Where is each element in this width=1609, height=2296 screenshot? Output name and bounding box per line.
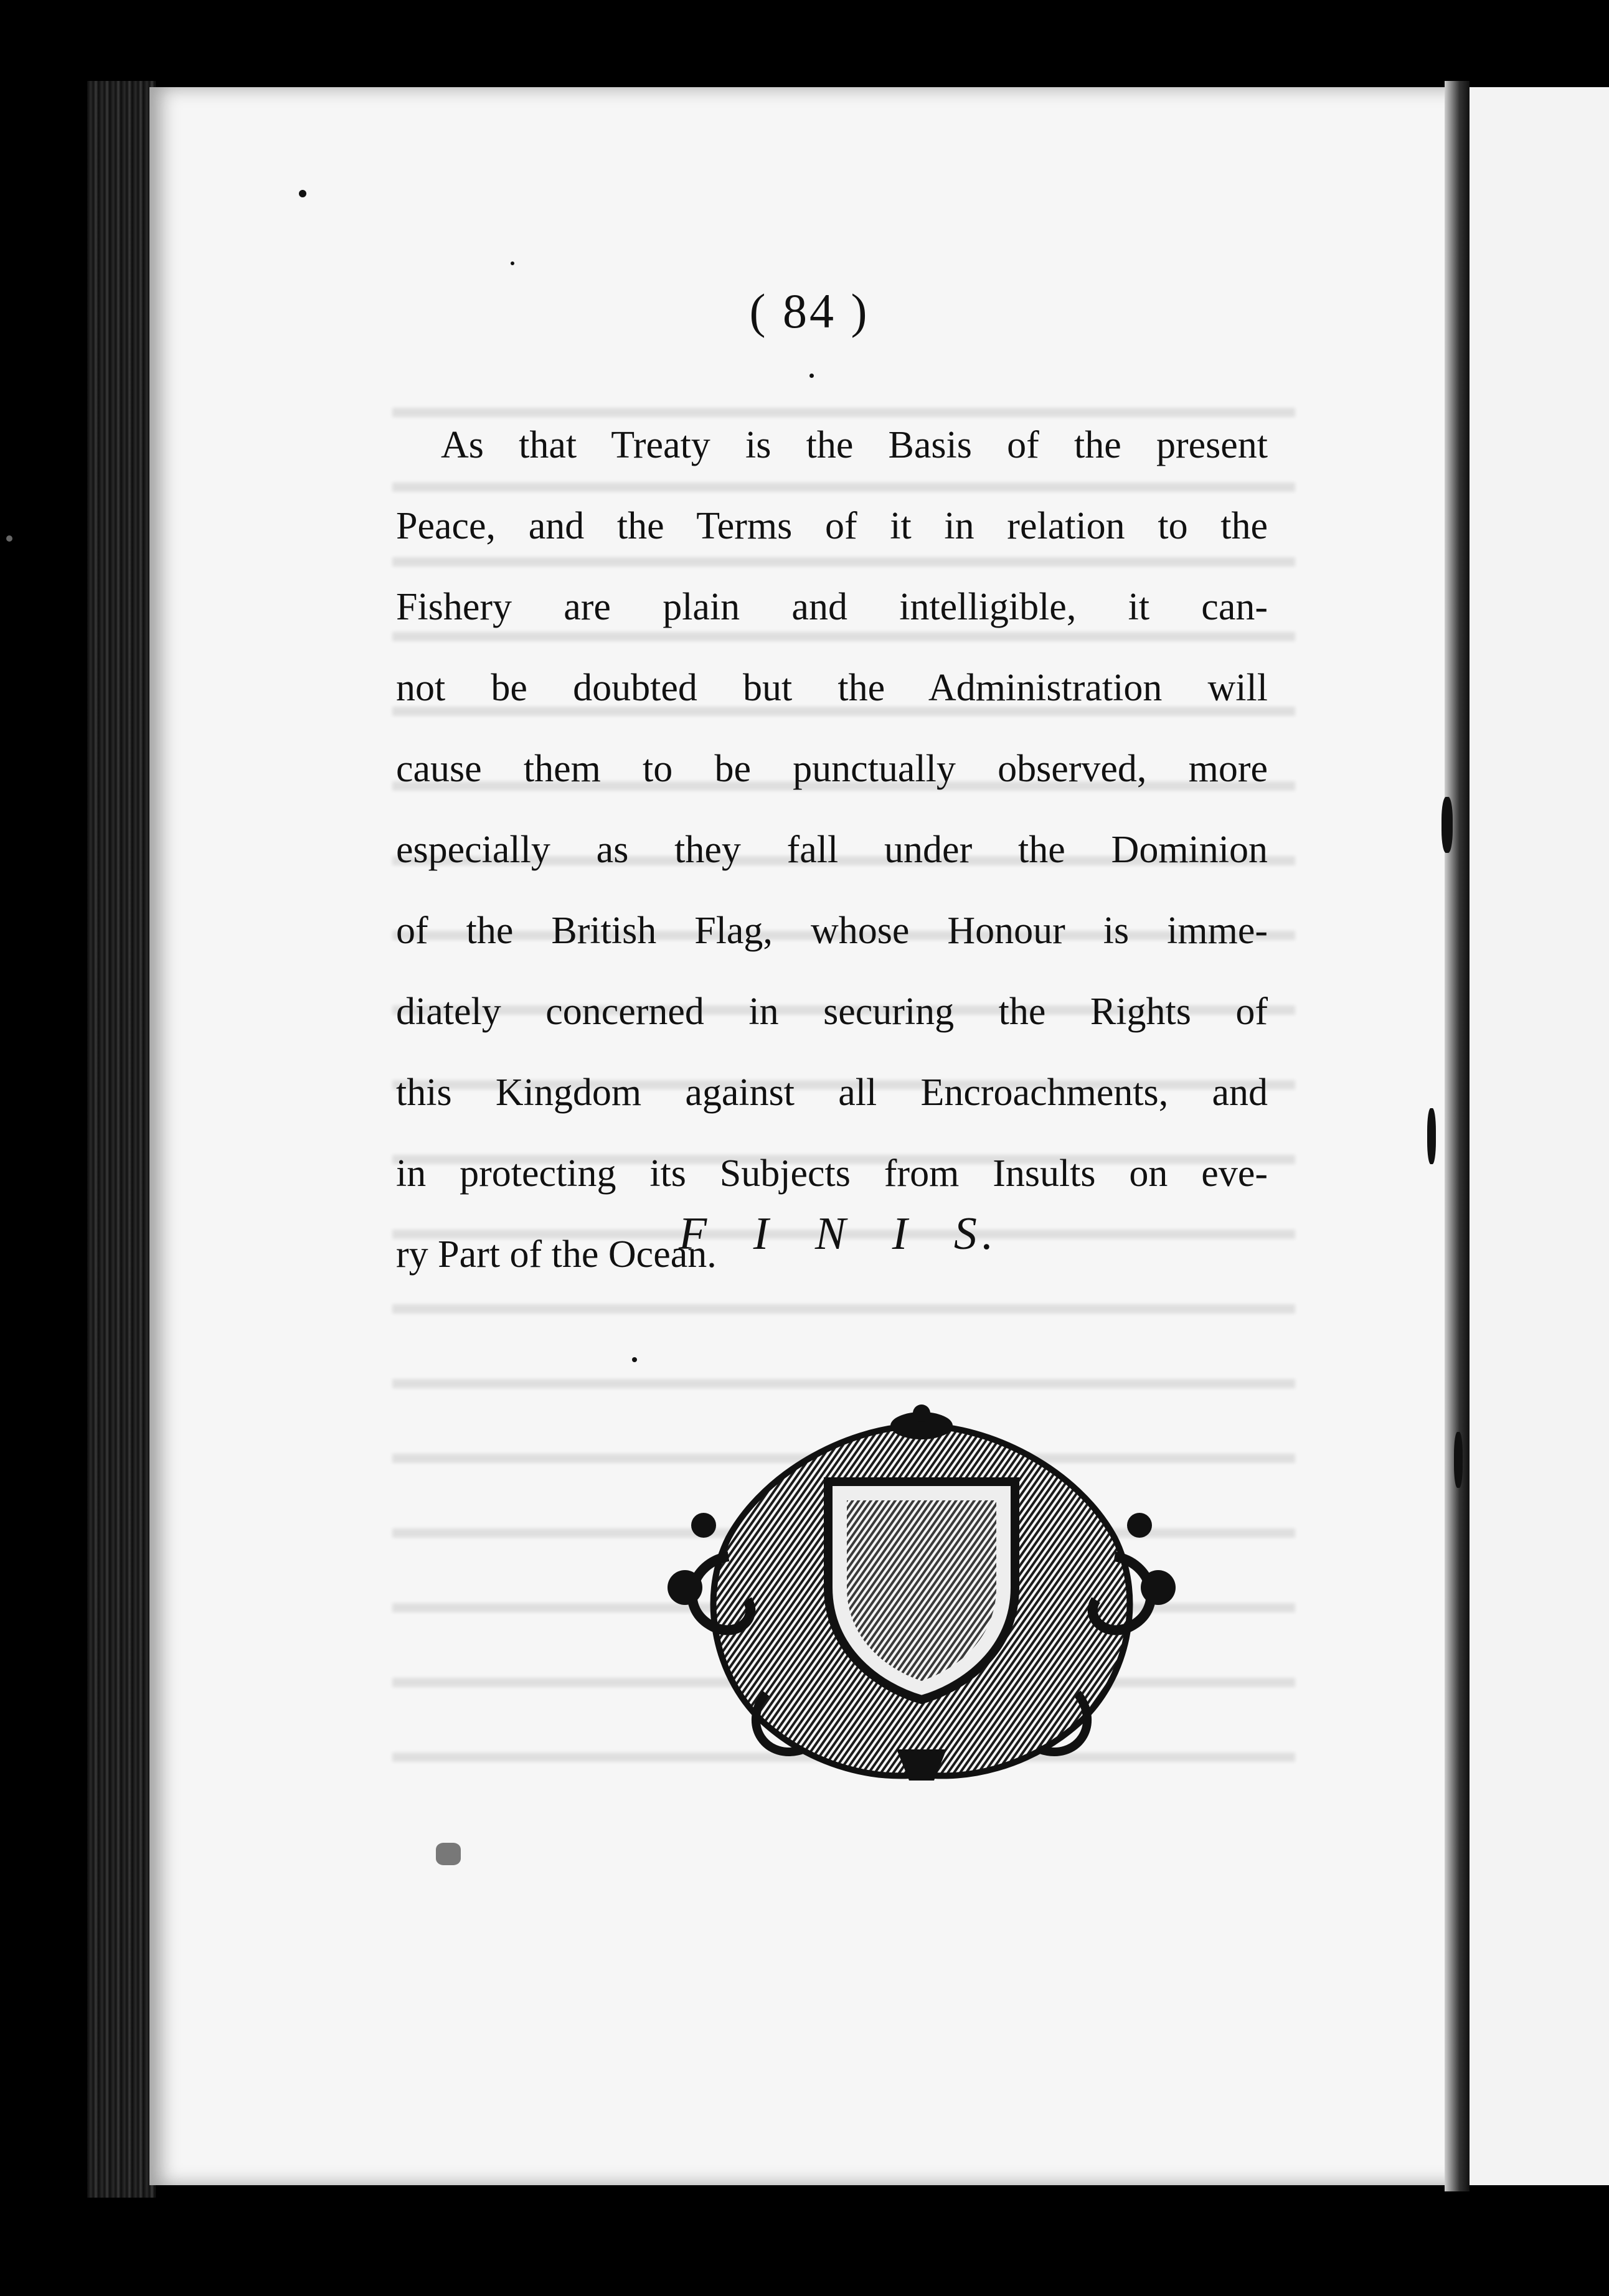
text-line: Peace, and the Terms of it in relation to the (396, 505, 1268, 547)
text-line: in protecting its Subjects from Insults on eve- (396, 1152, 1268, 1195)
text-line: this Kingdom against all Encroachments, and (396, 1071, 1268, 1114)
margin-mark (1441, 797, 1453, 853)
book-gutter (1445, 81, 1470, 2191)
text-line: ry Part of the Ocean. (396, 1233, 717, 1276)
text-line: of the British Flag, whose Honour is imme- (396, 910, 1268, 952)
margin-mark (1427, 1108, 1436, 1164)
text-line: diately concerned in securing the Rights of (396, 990, 1268, 1033)
margin-mark (1454, 1432, 1463, 1488)
body-paragraph (396, 405, 1268, 1295)
book-page-edge (87, 81, 156, 2198)
text-line: Fishery are plain and intelligible, it can- (396, 586, 1268, 628)
tailpiece-ornament-icon (641, 1401, 1202, 1787)
text-line: not be doubted but the Administration will (396, 667, 1268, 709)
text-line: especially as they fall under the Dominion (396, 829, 1268, 871)
text-line: cause them to be punctually observed, more (396, 748, 1268, 790)
finis-heading: F I N I S. (679, 1208, 999, 1259)
page-number: ( 84 ) (749, 284, 870, 338)
facing-page (1460, 87, 1609, 2185)
text-line: As that Treaty is the Basis of the present (441, 424, 1268, 466)
